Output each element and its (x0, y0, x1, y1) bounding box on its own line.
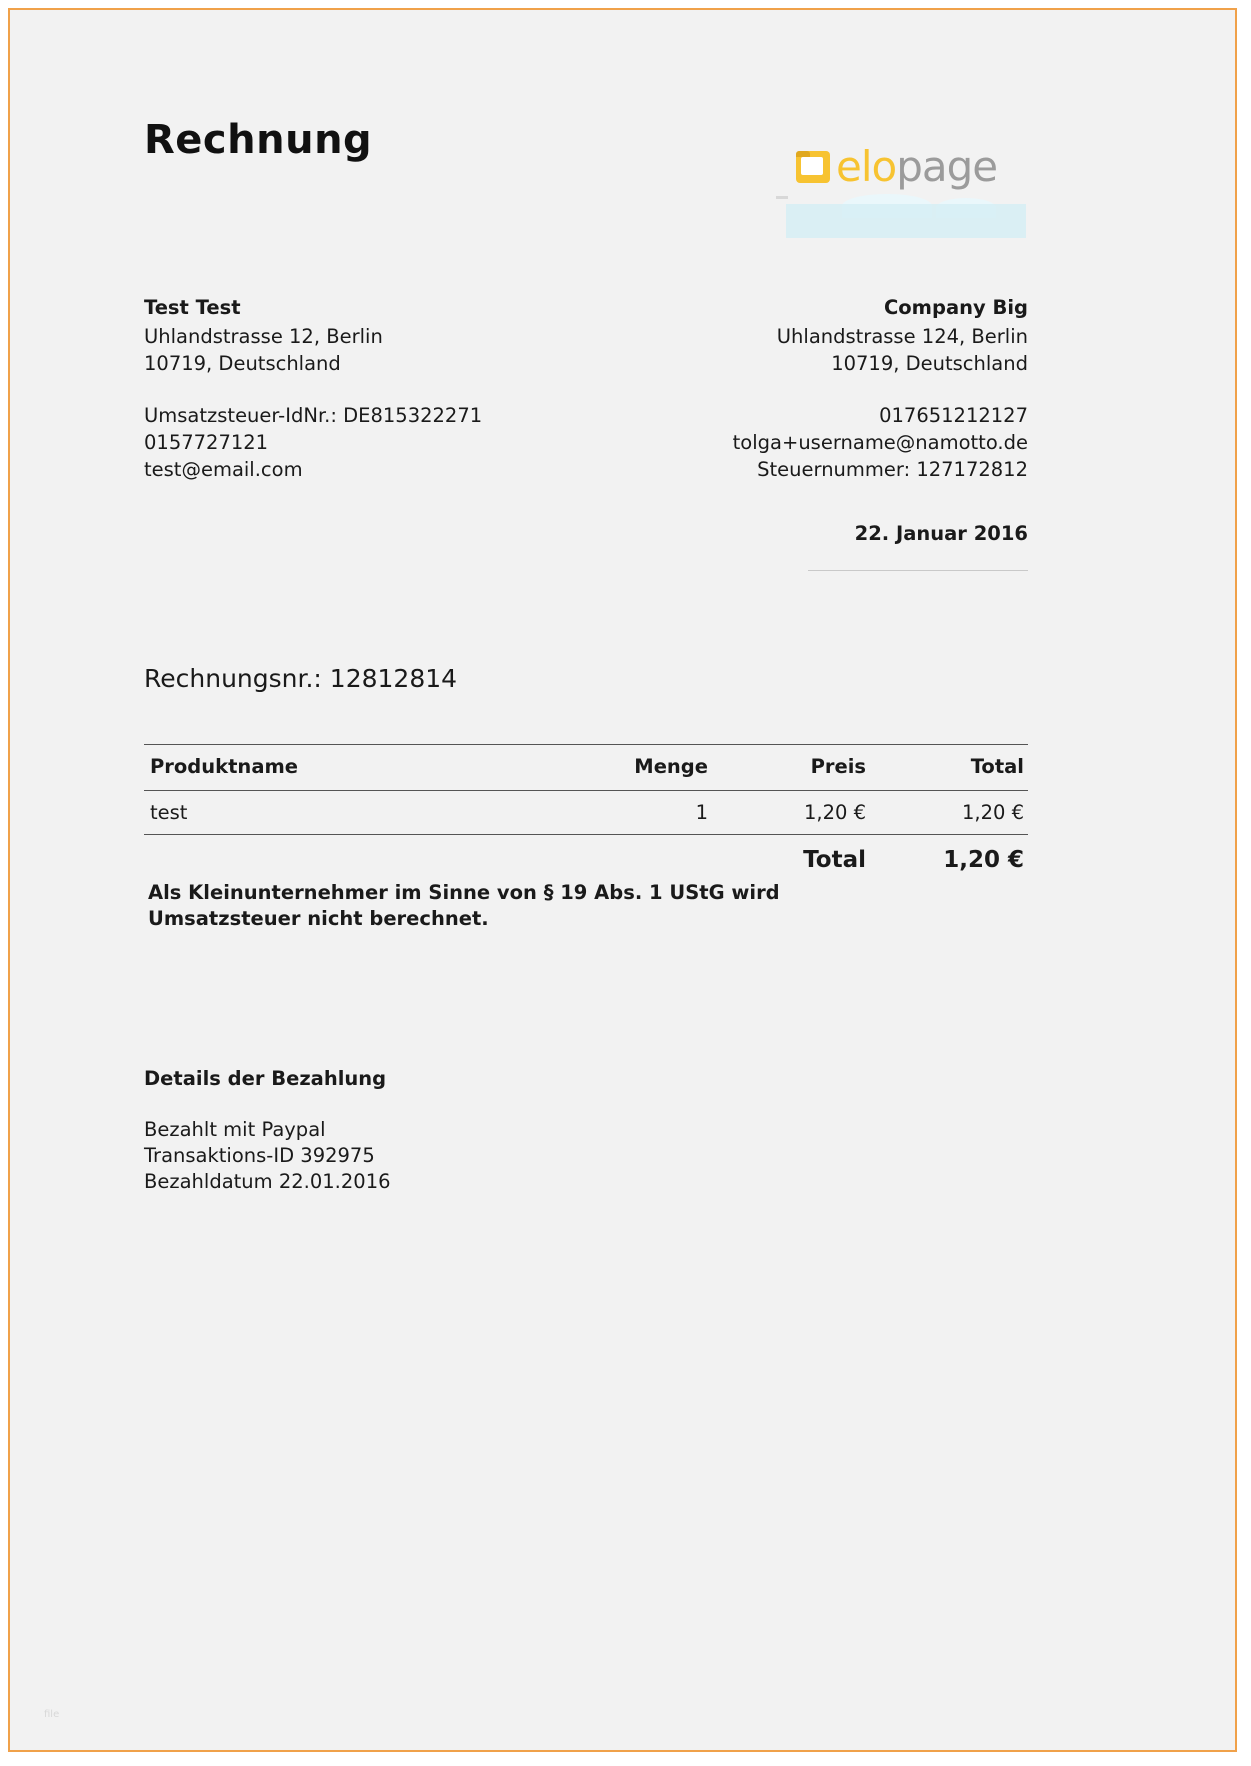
table-totals-row (144, 835, 1028, 884)
total-label: Total (803, 847, 866, 873)
cell-product: test (144, 791, 564, 835)
logo-wordmark (796, 142, 998, 191)
tax-note (148, 880, 848, 932)
page-title: Rechnung (144, 117, 373, 163)
payment-transaction-id: Transaktions-ID 392975 (144, 1144, 375, 1167)
total-value: 1,20 € (943, 847, 1024, 873)
sender-phone: 0157727121 (144, 431, 269, 454)
cell-empty (144, 835, 564, 884)
column-header-quantity: Menge (564, 745, 712, 791)
divider (808, 570, 1028, 571)
invoice-sheet (22, 22, 1223, 1738)
watermark-text: file (44, 1709, 60, 1720)
recipient-phone: 017651212127 (879, 404, 1028, 427)
recipient-city: 10719, Deutschland (831, 352, 1028, 375)
recipient-address-block (598, 294, 1028, 483)
logo-word-elo: elo (836, 142, 897, 191)
sender-email: test@email.com (144, 458, 303, 481)
column-header-price: Preis (712, 745, 870, 791)
cell-quantity: 1 (564, 791, 712, 835)
column-header-product: Produktname (144, 745, 564, 791)
logo-word-page: page (896, 142, 998, 191)
payment-date: Bezahldatum 22.01.2016 (144, 1170, 391, 1193)
logo-tick (776, 196, 788, 199)
sender-vat-id: Umsatzsteuer-IdNr.: DE815322271 (144, 404, 483, 427)
line-items-table (144, 744, 1028, 883)
sender-address-block (144, 294, 574, 483)
sender-street: Uhlandstrasse 12, Berlin (144, 325, 383, 348)
sender-city: 10719, Deutschland (144, 352, 341, 375)
cell-total: 1,20 € (870, 791, 1028, 835)
sender-name: Test Test (144, 296, 241, 319)
payment-details-title: Details der Bezahlung (144, 1067, 387, 1090)
tax-note-line-1: Als Kleinunternehmer im Sinne von § 19 Abs. 1 UStG wird (148, 881, 780, 904)
recipient-email: tolga+username@namotto.de (732, 431, 1028, 454)
tax-note-line-2: Umsatzsteuer nicht berechnet. (148, 907, 489, 930)
invoice-date: 22. Januar 2016 (854, 522, 1028, 545)
recipient-street: Uhlandstrasse 124, Berlin (776, 325, 1028, 348)
column-header-total: Total (870, 745, 1028, 791)
spacer (598, 377, 1028, 402)
payment-details-block (144, 1117, 391, 1195)
cell-price: 1,20 € (712, 791, 870, 835)
file-icon (796, 151, 830, 183)
payment-method: Bezahlt mit Paypal (144, 1118, 326, 1141)
table-row (144, 791, 1028, 835)
recipient-name: Company Big (883, 296, 1028, 319)
invoice-number: Rechnungsnr.: 12812814 (144, 664, 458, 693)
cell-empty (564, 835, 712, 884)
recipient-tax-number: Steuernummer: 127172812 (757, 458, 1028, 481)
page-border (8, 8, 1237, 1752)
table-header-row (144, 745, 1028, 791)
spacer (144, 377, 574, 402)
elopage-logo (786, 132, 1026, 247)
logo-cloud-shape-1 (786, 204, 1026, 238)
